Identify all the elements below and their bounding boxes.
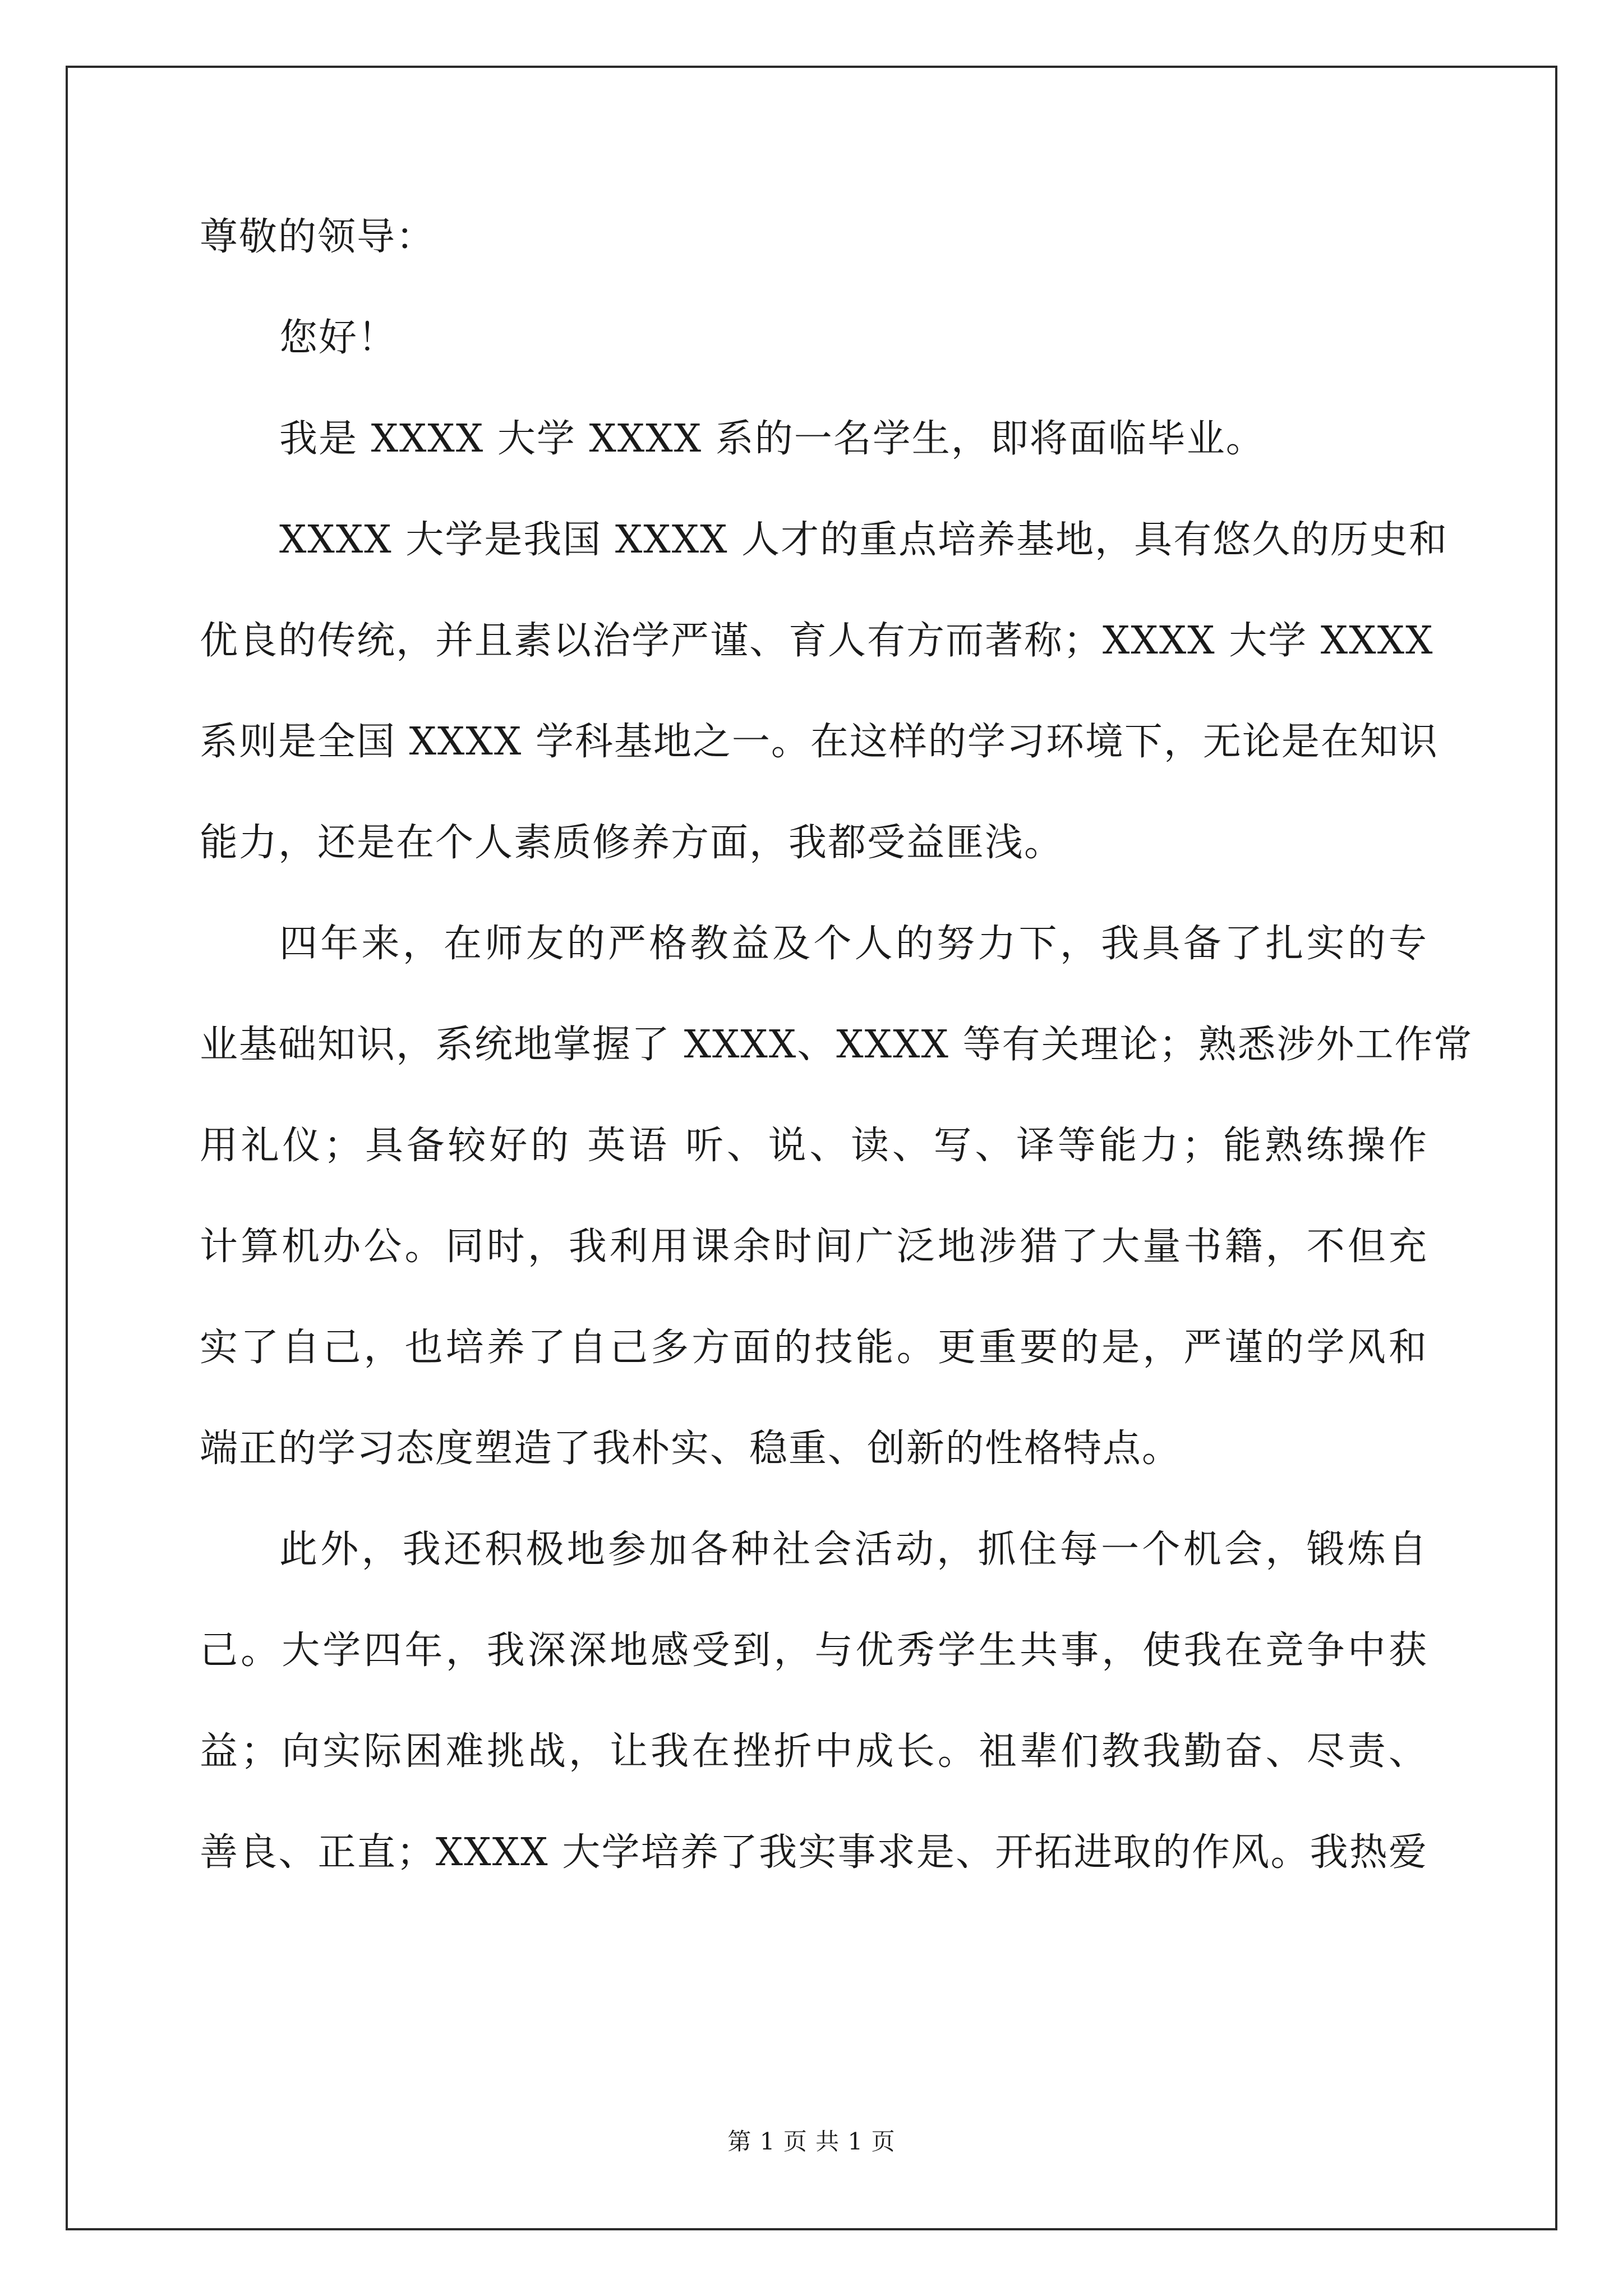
paragraph-3-line-3: 用礼仪；具备较好的 英语 听、说、读、写、译等能力；能熟练操作 — [200, 1124, 1428, 1168]
paragraph-4-line-2: 己。大学四年，我深深地感受到，与优秀学生共事，使我在竞争中获 — [200, 1628, 1428, 1673]
page-number-footer: 第 1 页 共 1 页 — [727, 2128, 896, 2155]
paragraph-3-line-1: 四年来，在师友的严格教益及个人的努力下，我具备了扎实的专 — [279, 922, 1428, 966]
paragraph-3-line-2: 业基础知识，系统地掌握了 XXXX、XXXX 等有关理论；熟悉涉外工作常 — [200, 1023, 1473, 1067]
paragraph-3-line-5: 实了自己，也培养了自己多方面的技能。更重要的是，严谨的学风和 — [200, 1326, 1428, 1370]
paragraph-2-line-3: 系则是全国 XXXX 学科基地之一。在这样的学习环境下，无论是在知识 — [200, 720, 1438, 764]
salutation: 尊敬的领导： — [200, 215, 436, 259]
paragraph-4-line-3: 益；向实际困难挑战，让我在挫折中成长。祖辈们教我勤奋、尽责、 — [200, 1729, 1428, 1774]
paragraph-3-line-4: 计算机办公。同时，我利用课余时间广泛地涉猎了大量书籍，不但充 — [200, 1225, 1428, 1269]
paragraph-4-line-1: 此外，我还积极地参加各种社会活动，抓住每一个机会，锻炼自 — [279, 1527, 1428, 1572]
paragraph-2-line-1: XXXX 大学是我国 XXXX 人才的重点培养基地，具有悠久的历史和 — [279, 518, 1449, 562]
paragraph-2-line-4: 能力，还是在个人素质修养方面，我都受益匪浅。 — [200, 821, 1064, 865]
paragraph-3-line-6: 端正的学习态度塑造了我朴实、稳重、创新的性格特点。 — [200, 1427, 1182, 1471]
paragraph-2-line-2: 优良的传统，并且素以治学严谨、育人有方而著称；XXXX 大学 XXXX — [200, 619, 1434, 663]
greeting: 您好！ — [279, 316, 398, 360]
paragraph-4-line-4: 善良、正直；XXXX 大学培养了我实事求是、开拓进取的作风。我热爱 — [200, 1830, 1428, 1875]
paragraph-1-line-1: 我是 XXXX 大学 XXXX 系的一名学生，即将面临毕业。 — [279, 417, 1265, 461]
